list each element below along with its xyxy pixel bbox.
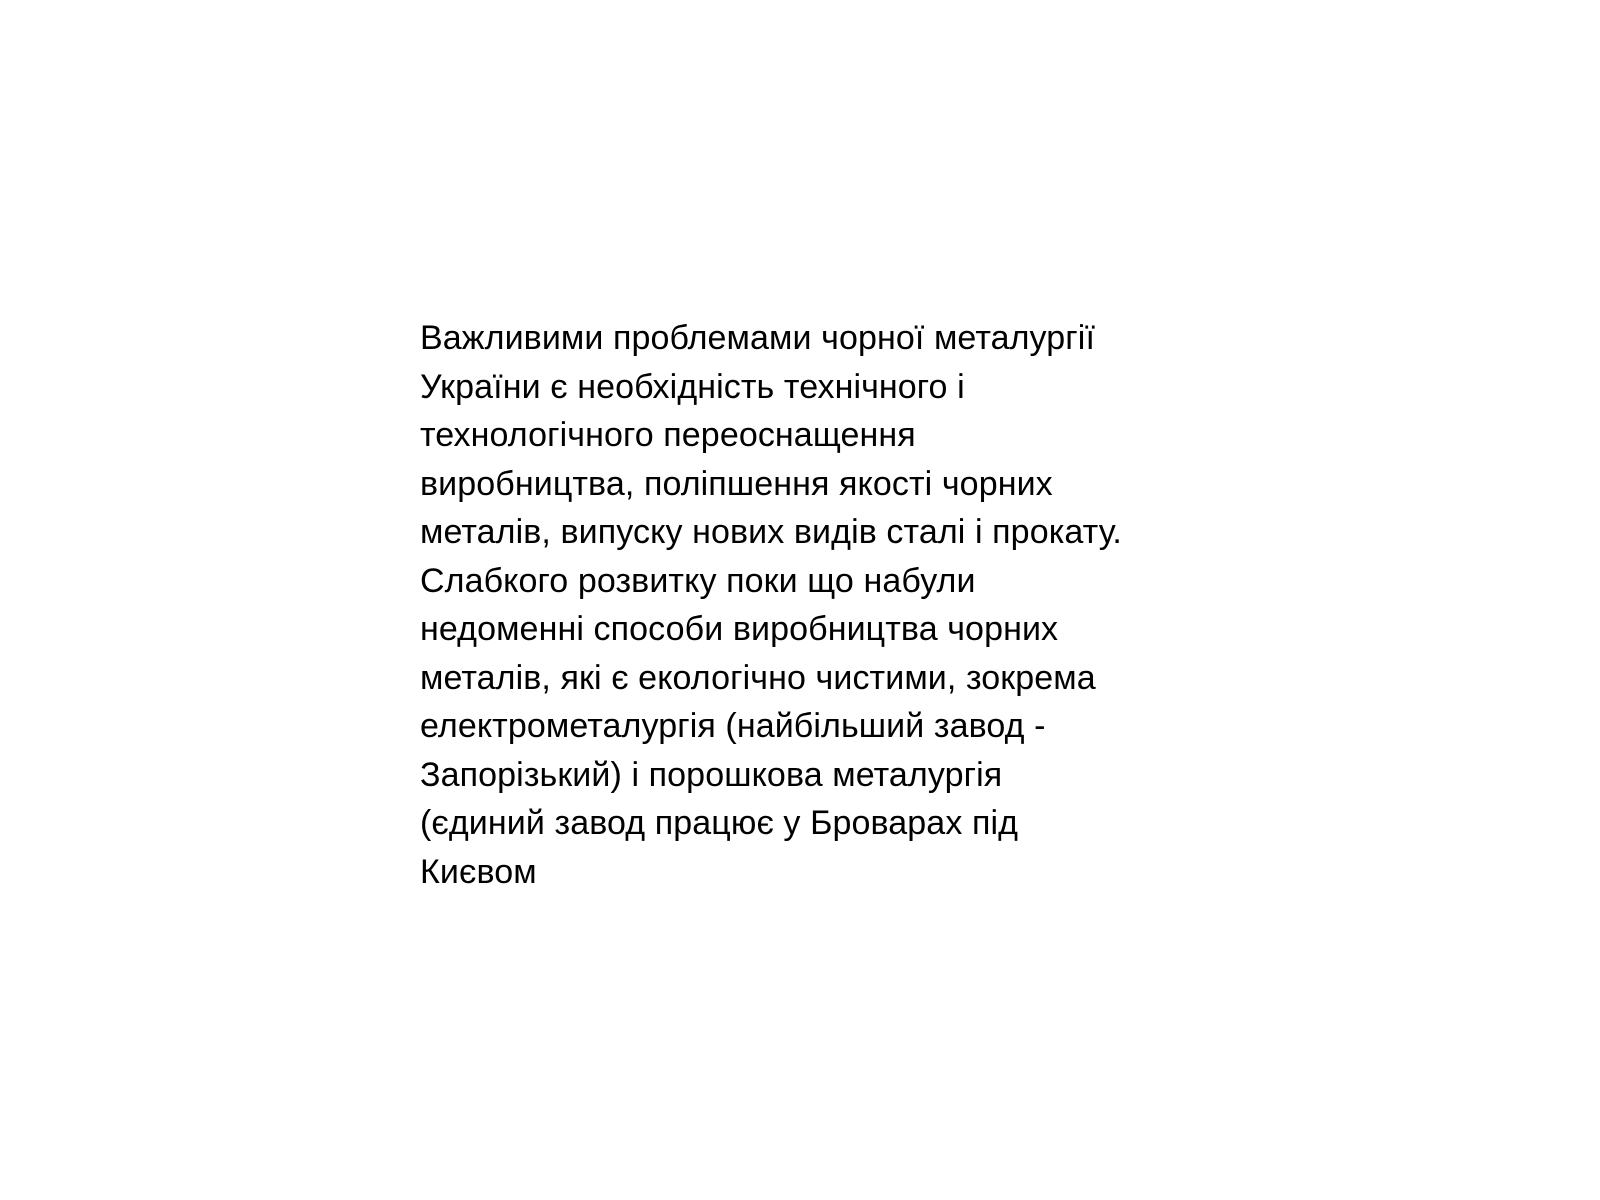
text-line: Слабкого розвитку поки що набули [420,561,976,600]
text-line: Києвом [420,852,537,891]
body-text [420,314,1200,896]
text-line: (єдиний завод працює у Броварах під [420,804,1019,842]
text-line: України є необхідність технічного і [420,367,965,406]
text-line: металів, які є екологічно чистими, зокрема [420,658,1096,697]
text-line: Запорізький) і порошкова металургія [420,755,1003,794]
text-line: Важливими проблемами чорної металургії [420,319,1095,357]
text-line: технологічного переоснащення [420,416,916,454]
text-line: електрометалургія (найбільший завод - [420,707,1046,745]
text-line: металів, випуску нових видів сталі і прокату. [420,513,1122,551]
text-line: недоменні способи виробництва чорних [420,610,1059,648]
text-line: виробництва, поліпшення якості чорних [420,464,1053,503]
